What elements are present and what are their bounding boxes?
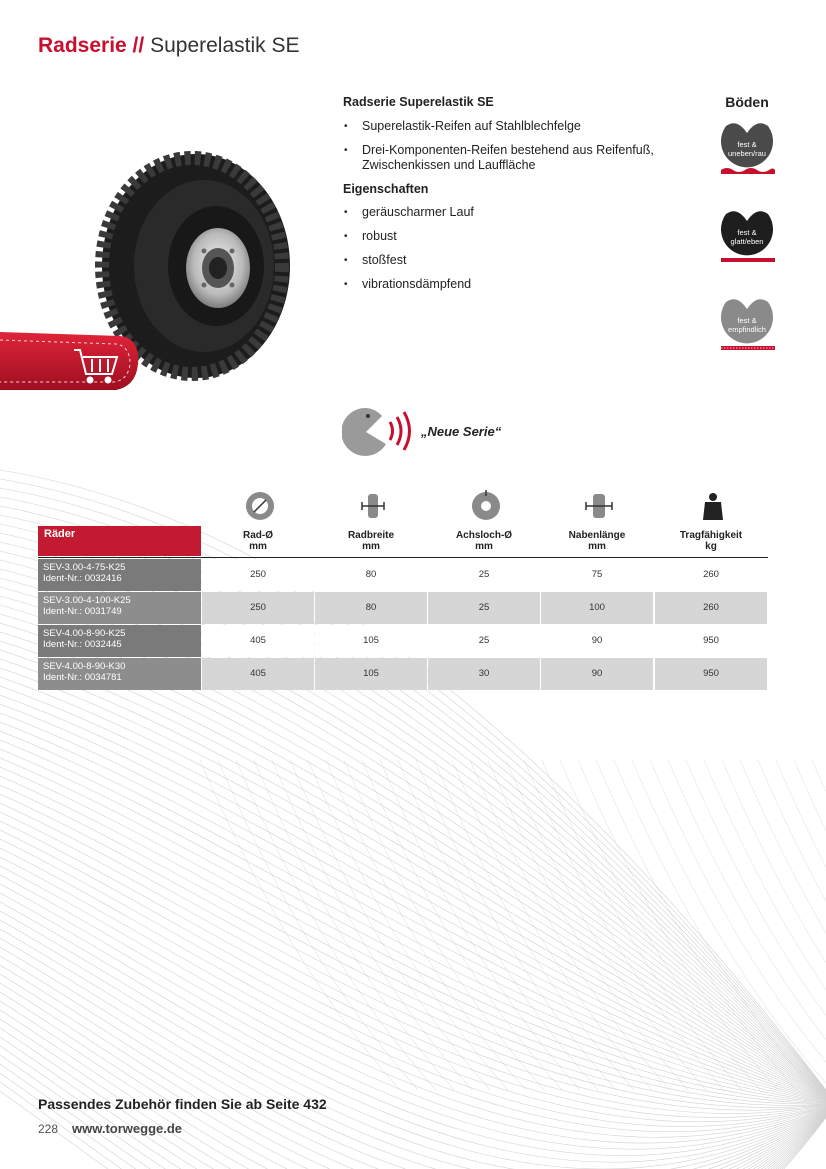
table-cell: 80: [315, 559, 427, 591]
table-cell: 105: [315, 625, 427, 657]
table-cell: 80: [315, 592, 427, 624]
table-cell: 250: [202, 559, 314, 591]
table-row: [38, 559, 768, 591]
floor-smooth-label: fest & glatt/eben: [730, 228, 764, 246]
wheel-diameter-icon: [244, 490, 276, 522]
list-item: • Superelastik-Reifen auf Stahlblechfelge: [343, 119, 673, 134]
page-title-series: Radserie //: [38, 34, 145, 57]
table-cell: 950: [655, 658, 767, 690]
axle-hole-icon: [470, 490, 502, 522]
floor-rough-label: fest & uneben/rau: [728, 140, 766, 158]
table-cell: 25: [428, 625, 540, 657]
table-row: [38, 625, 768, 657]
table-cell: 405: [202, 625, 314, 657]
column-header-hub-length: Nabenlänge mm: [568, 530, 626, 552]
list-item: • Drei-Komponenten-Reifen bestehend aus Reifenfuß, Zwischenkissen und Lauffläche: [343, 143, 673, 173]
floor-types: [715, 94, 779, 364]
load-capacity-icon: [697, 490, 729, 522]
table-header-divider: [38, 557, 768, 558]
table-cell: 90: [541, 658, 653, 690]
floor-sensitive-label: fest & empfindlich: [728, 316, 766, 334]
column-header-load-capacity: Tragfähigkeit kg: [679, 530, 743, 552]
product-heading: Radserie Superelastik SE: [343, 95, 494, 109]
accessory-note: Passendes Zubehör finden Sie ab Seite 432: [38, 1096, 327, 1112]
wheel-width-icon: [357, 490, 389, 522]
table-row: [38, 658, 768, 690]
table-cell: 950: [655, 625, 767, 657]
table-cell: 25: [428, 592, 540, 624]
product-info: [343, 95, 673, 301]
new-series-icon: [342, 404, 416, 458]
table-cell: 105: [315, 658, 427, 690]
product-image-wheel: [0, 150, 300, 420]
table-cell: 405: [202, 658, 314, 690]
table-cell: 75: [541, 559, 653, 591]
features-list: [343, 205, 673, 292]
table-cell: 90: [541, 625, 653, 657]
website-link[interactable]: www.torwegge.de: [72, 1121, 183, 1136]
page-title-product: Superelastik SE: [150, 34, 300, 57]
table-row-header: Räder: [38, 526, 201, 556]
table-row: [38, 592, 768, 624]
floors-title: Böden: [725, 94, 769, 110]
column-header-wheel-diameter: Rad-Ø mm: [243, 530, 273, 552]
list-item: • stoßfest: [343, 253, 673, 268]
row-label: SEV-3.00-4-75-K25 Ident-Nr.: 0032416: [38, 559, 201, 591]
list-item: • geräuscharmer Lauf: [343, 205, 673, 220]
row-label: SEV-4.00-8-90-K25 Ident-Nr.: 0032445: [38, 625, 201, 657]
table-cell: 30: [428, 658, 540, 690]
list-item: • vibrationsdämpfend: [343, 277, 673, 292]
table-cell: 260: [655, 592, 767, 624]
page-number: 228: [38, 1122, 59, 1136]
table-cell: 25: [428, 559, 540, 591]
column-header-wheel-width: Radbreite mm: [347, 530, 395, 552]
product-bullet-list: [343, 119, 673, 173]
features-heading: Eigenschaften: [343, 182, 429, 196]
new-series-label: „Neue Serie“: [421, 424, 502, 439]
row-label: SEV-3.00-4-100-K25 Ident-Nr.: 0031749: [38, 592, 201, 624]
column-header-axle-hole: Achsloch-Ø mm: [455, 530, 513, 552]
floor-rough-badge: [717, 116, 777, 188]
table-cell: 260: [655, 559, 767, 591]
page-title: [38, 34, 300, 58]
row-label: SEV-4.00-8-90-K30 Ident-Nr.: 0034781: [38, 658, 201, 690]
floor-smooth-badge: [717, 204, 777, 276]
hub-length-icon: [583, 490, 615, 522]
list-item: • robust: [343, 229, 673, 244]
floor-sensitive-badge: [717, 292, 777, 364]
table-cell: 250: [202, 592, 314, 624]
table-cell: 100: [541, 592, 653, 624]
